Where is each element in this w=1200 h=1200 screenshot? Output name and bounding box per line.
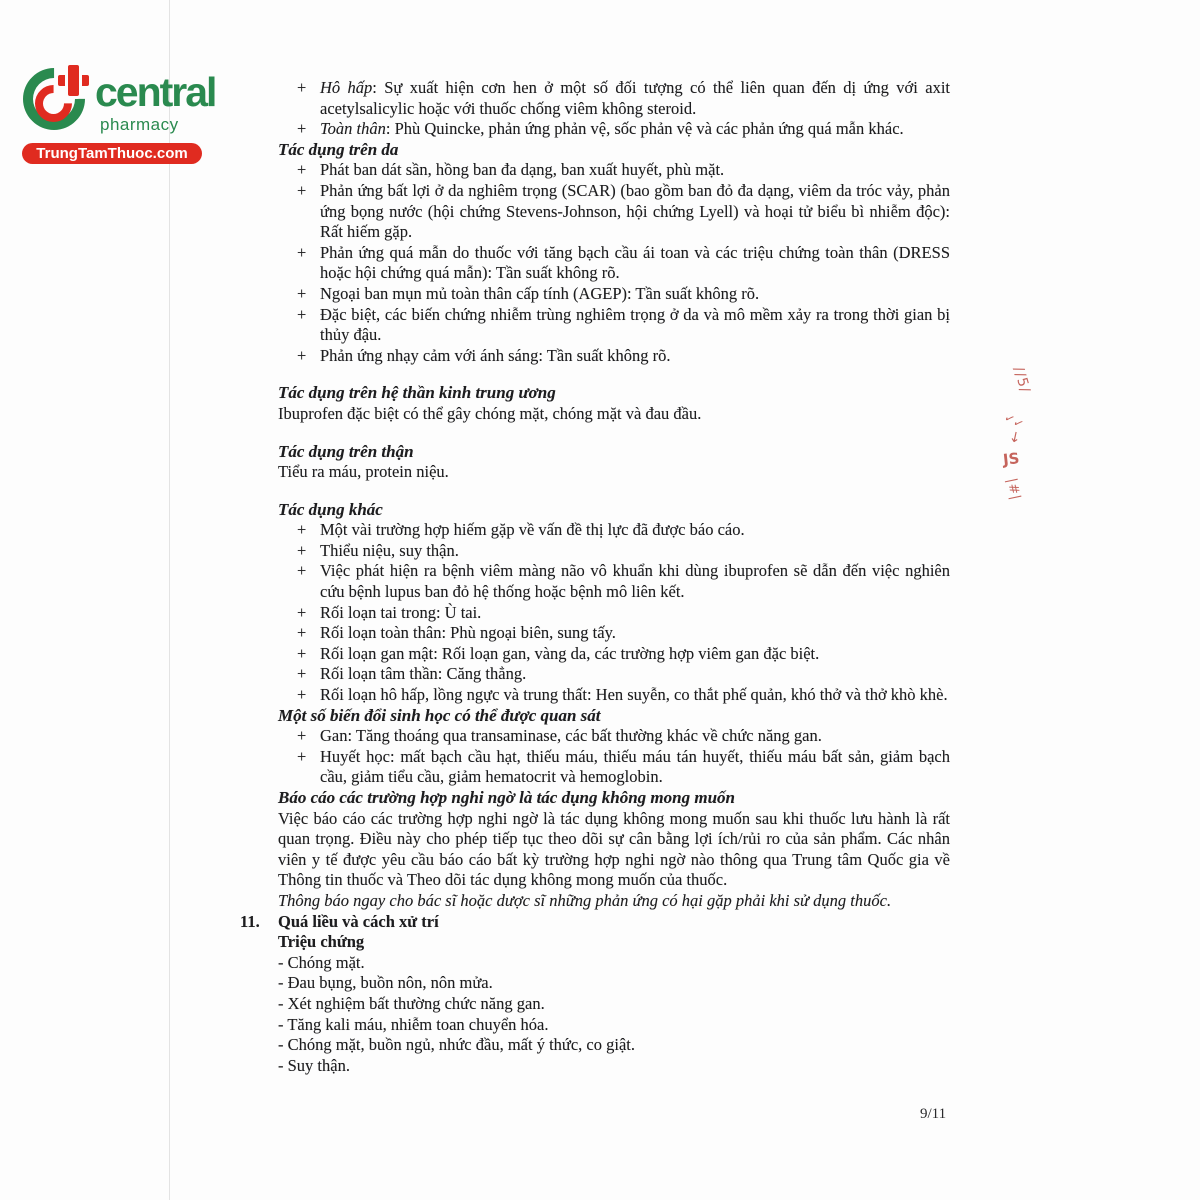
bullet-item: + Phát ban dát sần, hồng ban đa dạng, ban xuất huyết, phù mặt.: [297, 160, 725, 180]
dash-item: - Đau bụng, buồn nôn, nôn mửa.: [278, 973, 493, 993]
bullet-marker: +: [297, 345, 307, 365]
logo-tagline: pharmacy: [100, 115, 179, 134]
section-heading: Tác dụng trên thận: [278, 441, 414, 461]
margin-annotation: ✓✓: [1001, 410, 1027, 432]
section-heading: Một số biến đổi sinh học có thể được quan sát: [278, 705, 601, 725]
section-heading: Tác dụng trên da: [278, 139, 399, 159]
dash-item: - Xét nghiệm bất thường chức năng gan.: [278, 993, 545, 1013]
bullet-marker: +: [297, 520, 307, 540]
margin-annotation: //5/: [1010, 364, 1033, 396]
bullet-marker: +: [297, 160, 307, 180]
bullet-item: + Rối loạn toàn thân: Phù ngoại biên, sung tấy.: [297, 623, 616, 643]
logo-brand-text: central: [95, 69, 216, 115]
bullet-item: + Gan: Tăng thoáng qua transaminase, các bất thường khác về chức năng gan.: [297, 726, 822, 746]
bullet-marker: +: [297, 283, 307, 303]
bullet-lead: Toàn thân: [320, 119, 386, 139]
bullet-item: + Phản ứng quá mẫn do thuốc với tăng bạch cầu ái toan và các triệu chứng toàn thân (DRESS hoặc hội chứng quá mẫn): Tần suất không rõ.: [297, 242, 950, 283]
page-number: 9/11: [920, 1106, 947, 1122]
bullet-item: + Huyết học: mất bạch cầu hạt, thiếu máu, thiếu máu tán huyết, thiếu máu bất sản, giảm bạch cầu, giảm tiểu cầu, giảm hematocrit và hemoglobin.: [297, 746, 950, 787]
bullet-item: + Toàn thân: Phù Quincke, phản ứng phản vệ, sốc phản vệ và các phản ứng quá mẫn khác.: [297, 119, 904, 139]
bullet-lead: Hô hấp: [320, 78, 373, 97]
bullet-marker: +: [297, 119, 307, 139]
bullet-item: + Thiểu niệu, suy thận.: [297, 540, 459, 560]
sub-heading: Triệu chứng: [278, 932, 365, 952]
bullet-item: + Phản ứng nhạy cảm với ánh sáng: Tần suất không rõ.: [297, 345, 671, 365]
bullet-marker: +: [297, 623, 307, 643]
margin-annotation: ↓: [1007, 428, 1023, 448]
section-gap: [278, 483, 950, 500]
bullet-marker: +: [297, 78, 307, 97]
paragraph: Tiểu ra máu, protein niệu.: [278, 462, 449, 482]
bullet-marker: +: [297, 664, 307, 684]
bullet-marker: +: [297, 304, 307, 324]
central-pharmacy-logo: [10, 30, 220, 162]
dash-item: - Suy thận.: [278, 1055, 350, 1075]
bullet-marker: +: [297, 685, 307, 705]
bullet-marker: +: [297, 746, 307, 766]
logo-plus-icon: [68, 65, 79, 96]
section-gap: [278, 366, 950, 383]
bullet-item: + Rối loạn hô hấp, lồng ngực và trung thất: Hen suyễn, co thắt phế quản, khó thở và thở khò khè.: [297, 685, 948, 705]
bullet-marker: +: [297, 180, 307, 200]
bullet-item: + Rối loạn tâm thần: Căng thẳng.: [297, 664, 527, 684]
bullet-item: + Phản ứng bất lợi ở da nghiêm trọng (SCAR) (bao gồm ban đỏ đa dạng, viêm da tróc vảy, phản ứng bọng nước (hội chứng Stevens-Johnson, hội chứng Lyell) và hoại tử biểu bì nhiễm độc): Rất hiếm gặp.: [297, 180, 950, 242]
paragraph: Ibuprofen đặc biệt có thể gây chóng mặt, chóng mặt và đau đầu.: [278, 403, 702, 423]
section-number: 11.: [240, 911, 260, 931]
bullet-marker: +: [297, 540, 307, 560]
section-heading: Báo cáo các trường hợp nghi ngờ là tác dụng không mong muốn: [278, 788, 735, 807]
dash-item: - Chóng mặt, buồn ngủ, nhức đầu, mất ý thức, co giật.: [278, 1035, 635, 1055]
scan-fold-line: [169, 0, 170, 1200]
dash-item: - Chóng mặt.: [278, 952, 365, 972]
bullet-item: + Hô hấp: Sự xuất hiện cơn hen ở một số đối tượng có thể liên quan đến dị ứng với axit acetylsalicylic hoặc với thuốc chống viêm không steroid.: [297, 78, 950, 118]
bullet-item: + Rối loạn tai trong: Ù tai.: [297, 602, 482, 622]
numbered-heading: 11. Quá liều và cách xử trí: [240, 911, 439, 931]
bullet-item: + Việc phát hiện ra bệnh viêm màng não vô khuẩn khi dùng ibuprofen sẽ dẫn đến việc nghiên cứu bệnh lupus ban đỏ hệ thống hoặc bệnh mô liên kết.: [297, 561, 950, 602]
bullet-marker: +: [297, 643, 307, 663]
section-heading: Tác dụng trên hệ thần kinh trung ương: [278, 383, 556, 403]
dash-item: - Tăng kali máu, nhiễm toan chuyển hóa.: [278, 1014, 549, 1034]
logo-website-pill: TrungTamThuoc.com: [22, 143, 202, 164]
bullet-marker: +: [297, 726, 307, 746]
section-gap: [278, 425, 950, 442]
paragraph: Việc báo cáo các trường hợp nghi ngờ là tác dụng không mong muốn sau khi thuốc lưu hành là rất quan trọng. Điều này cho phép tiếp tục theo dõi sự cân bằng lợi ích/rủi ro của sản phẩm. Các nhân viên y tế được yêu cầu báo cáo bất kỳ trường hợp nghi ngờ nào thông qua Trung tâm Quốc gia về Thông tin thuốc và Theo dõi tác dụng không mong muốn của thuốc.: [278, 808, 950, 890]
bullet-marker: +: [297, 242, 307, 262]
section-heading: Tác dụng khác: [278, 499, 383, 519]
document-body: [240, 78, 950, 1076]
margin-annotation: |#|: [1003, 476, 1024, 503]
italic-note: Thông báo ngay cho bác sĩ hoặc dược sĩ những phản ứng có hại gặp phải khi sử dụng thuốc.: [278, 890, 892, 910]
bullet-marker: +: [297, 602, 307, 622]
bullet-item: + Ngoại ban mụn mủ toàn thân cấp tính (AGEP): Tần suất không rõ.: [297, 283, 760, 303]
bullet-item: + Rối loạn gan mật: Rối loạn gan, vàng da, các trường hợp viêm gan đặc biệt.: [297, 643, 820, 663]
bullet-item: + Một vài trường hợp hiếm gặp về vấn đề thị lực đã được báo cáo.: [297, 520, 745, 540]
bullet-item: + Đặc biệt, các biến chứng nhiễm trùng nghiêm trọng ở da và mô mềm xảy ra trong thời gian bị thủy đậu.: [297, 304, 950, 345]
margin-annotation: JS: [1002, 449, 1021, 469]
bullet-marker: +: [297, 561, 307, 581]
